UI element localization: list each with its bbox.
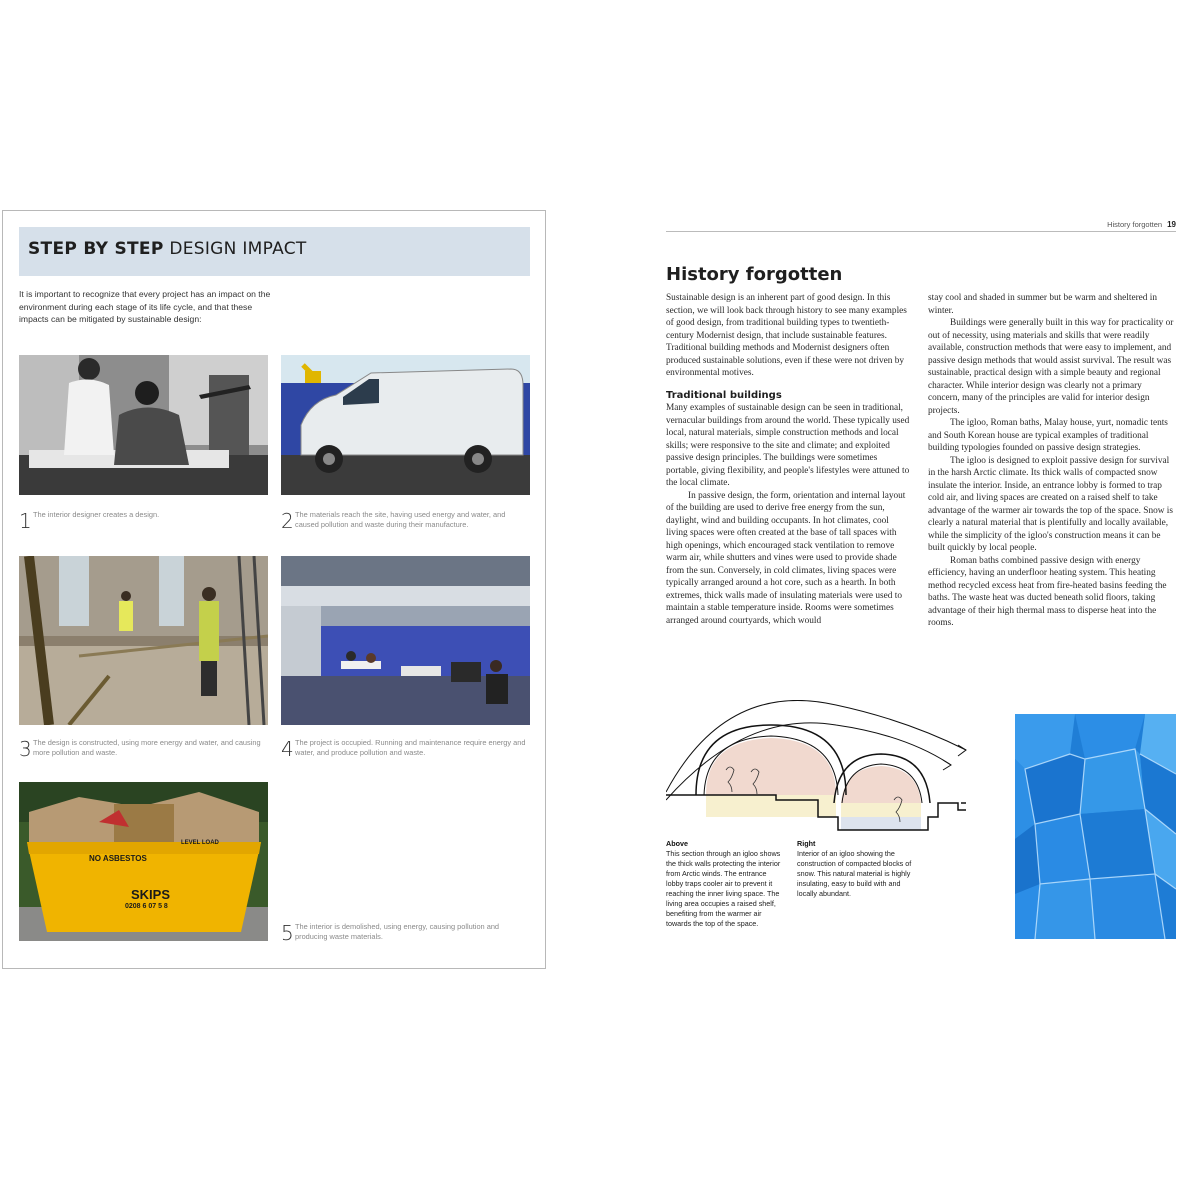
step-number-4: 4 [281,737,294,761]
left-page [2,210,546,969]
step-by-step-banner [19,227,530,276]
skip-label-skips: SKIPS [131,887,171,902]
col2-paragraph-1: stay cool and shaded in summer but be warm and sheltered in winter. [928,293,1158,316]
step-caption-5: The interior is demolished, using energy, causing pollution and producing waste materials. [295,922,500,941]
step-caption-4: The project is occupied. Running and maintenance require energy and water, and produce pollution and waste. [295,738,526,757]
running-header-text [1107,220,1176,229]
page-number: 19 [1167,220,1176,229]
col1-paragraph-2: Many examples of sustainable design can be seen in traditional, vernacular buildings from around the world. These typically used local, natural materials, simple construction methods and local skills; were responsive to the site and climate; and exploited passive design principles. The buildings were sometimes portable, giving flexibility, and people's lifestyles were attuned to the local climate. [666,403,910,488]
col2-paragraph-2: Buildings were generally built in this way for practicality or out of necessity, using materials and skills that were readily available, construction methods that were easy to implement, and passive design methods that would assist survival. The result was sustainable, practical design with a simple beauty and regional character. While interior design was clearly not a primary concern, many of the principles are valid for interior design projects. [928,318,1174,416]
figure-caption-right-head: Right [797,839,816,848]
banner-title-light: DESIGN IMPACT [169,239,307,259]
step-caption-2: The materials reach the site, having used energy and water, and caused pollution and waste during their manufacture. [295,510,506,529]
step-caption-3: The design is constructed, using more energy and water, and causing more pollution and waste. [33,738,261,757]
skip-label-phone: 0208 6 07 5 8 [125,903,168,910]
step-number-2: 2 [281,509,294,533]
photo-skip [19,782,268,941]
col2-paragraph-4: The igloo is designed to exploit passive design for survival in the harsh Arctic climate. Its thick walls of compacted snow insulate the interior. Inside, an entrance lobby is formed to trap cold air, and living spaces are created on a raised shelf to take advantage of the warmer air towards the top of the space. Snow is clearly a natural material that is plentifully and locally available, while the simplicity of the igloo's construction means it can be built quickly by local people. [928,455,1173,553]
intro-paragraph: It is important to recognize that every project has an impact on the environment during each stage of its life cycle, and that these impacts can be mitigated by sustainable design: [19,289,271,324]
step-number-5: 5 [281,921,294,945]
igloo-section-diagram [666,700,988,840]
col2-paragraph-5: Roman baths combined passive design with energy efficiency, having an underfloor heating system. This heating method recycled excess heat from fire-heated basins feeding the baths. The waste heat was ducted beneath solid floors, taking advantage of their high thermal mass to disperse heat into the rooms. [928,555,1167,628]
skip-label-level-load: LEVEL LOAD [181,840,219,846]
step-number-3: 3 [19,737,32,761]
page-title: History forgotten [666,264,843,285]
photo-igloo-interior [1015,714,1176,939]
col1-paragraph-1: Sustainable design is an inherent part of good design. In this section, we will look back through history to see many examples of good design, from traditional building types to twentieth-century Modernist design, that include sustainable features. Traditional building methods and Modernist designers often produced sustainable solutions, even if these were not driven by environmental motives. [666,293,907,378]
text-column-2 [928,292,1174,630]
photo-construction [19,556,268,725]
running-header-section: History forgotten [1107,220,1163,229]
banner-title-bold: STEP BY STEP [28,239,164,259]
step-number-1: 1 [19,509,32,533]
photo-van [281,355,530,495]
running-header [666,219,1176,232]
photo-office [281,556,530,725]
figure-caption-above-head: Above [666,839,688,848]
col1-paragraph-3: In passive design, the form, orientation and internal layout of the building are used to derive free energy from the sun, daylight, wind and building occupants. In hot climates, cool living spaces were often created at the base of tall spaces with high openings, which encouraged stack ventilation to remove warm air, while shutters and vines were used to provide shade from the sun. Conversely, in cold climates, living spaces were typically arranged around a hot core, such as a hearth. In both extremes, thick walls made of insulating materials were used to maintain a stable temperature inside. Rooms were sometimes arranged around courtyards, which would [666,490,906,626]
figure-caption-right-text: Interior of an igloo showing the construction of compacted blocks of snow. This natural material is highly insulating, easy to build with and locally abundant. [797,849,912,898]
banner-title [28,239,307,259]
photo-designer [19,355,268,495]
skip-label-no-asbestos: NO ASBESTOS [89,854,147,863]
figure-caption-right [797,839,917,899]
figure-caption-above [666,839,784,929]
step-caption-1: The interior designer creates a design. [33,510,160,519]
section-heading-traditional-buildings: Traditional buildings [666,389,782,401]
text-column-1 [666,292,910,627]
figure-caption-above-text: This section through an igloo shows the thick walls protecting the interior from Arctic winds. The entrance lobby traps cooler air to prevent it reaching the inner living space. The living area occupies a raised shelf, benefiting from the warmer air towards the top of the space. [666,849,781,928]
col2-paragraph-3: The igloo, Roman baths, Malay house, yurt, nomadic tents and South Korean house are typical examples of traditional building typologies founded on passive design strategies. [928,418,1168,453]
